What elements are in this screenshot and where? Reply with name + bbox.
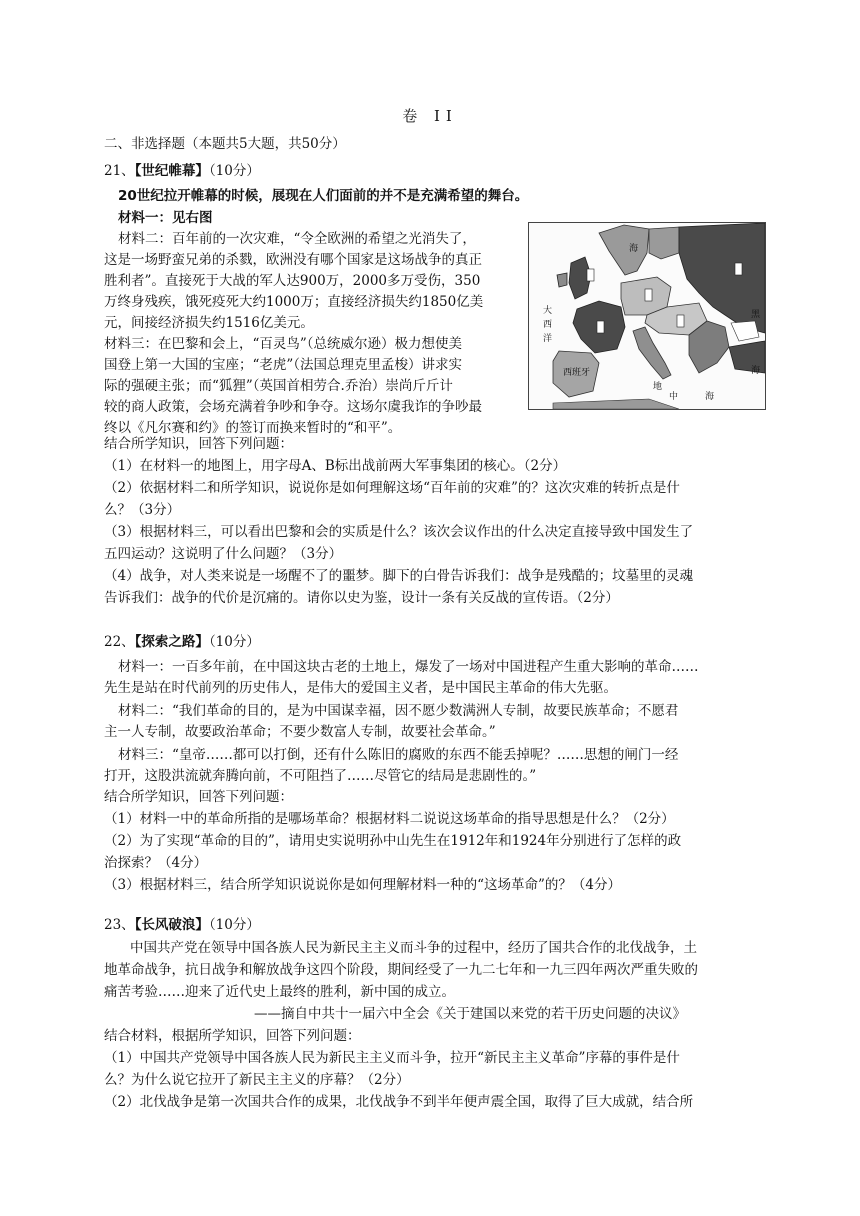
map-label-black: 黑 (751, 310, 761, 320)
q21-question: 么？（3分） (104, 502, 181, 518)
q21-title: 【世纪帷幕】 (134, 163, 209, 179)
q23-question: （2）北伐战争是第一次国共合作的成果，北伐战争不到半年便声震全国，取得了巨大成就，结合所 (104, 1094, 694, 1110)
q21-number: 21、 (104, 163, 135, 179)
q21-question: 五四运动？这说明了什么问题？（3分） (104, 546, 343, 562)
q23-number: 23、 (104, 917, 135, 933)
map-label-atlantic-1: 大 (543, 306, 553, 316)
q21-material-2-line: 材料二：百年前的一次灾难，“令全欧洲的希望之光消失了， (118, 231, 476, 247)
map-label-med-3: 海 (705, 392, 715, 402)
map-label-atlantic-2: 西 (543, 320, 553, 330)
europe-map-graphic (529, 223, 765, 409)
q22-material-1-line: 材料一：一百多年前，在中国这块古老的土地上，爆发了一场对中国进程产生重大影响的革命…… (118, 659, 699, 675)
q21-question: （3）根据材料三，可以看出巴黎和会的实质是什么？该次会议作出的什么决定直接导致中国发生了 (104, 524, 694, 540)
q22-material-2-line: 主一人专制，故要政治革命；不要少数富人专制，故要社会革命。” (104, 724, 496, 740)
q22-question: （1）材料一中的革命所指的是哪场革命？根据材料二说说这场革命的指导思想是什么？（2分） (104, 811, 675, 827)
map-label-black-sea: 海 (751, 366, 761, 376)
q23-body-line: 地革命战争，抗日战争和解放战争这四个阶段，期间经受了一九二七年和一九三四年两次严重失败的 (104, 962, 698, 978)
q23-heading (104, 915, 260, 935)
map-label-spain: 西班牙 (563, 368, 591, 378)
q22-question: （2）为了实现“革命的目的”，请用史实说明孙中山先生在1912年和1924年分别进行了怎样的政 (104, 833, 682, 849)
q22-material-3-line: 材料三：“皇帝……都可以打倒，还有什么陈旧的腐败的东西不能丢掉呢？……思想的闸门一经 (118, 747, 679, 763)
europe-map (528, 222, 766, 410)
q21-material-2-line: 胜利者”。直接死于大战的军人达900万，2000多万受伤，350 (104, 273, 481, 289)
q21-material-1: 材料一：见右图 (118, 210, 213, 226)
q21-question: （2）依据材料二和所学知识，说说你是如何理解这场“百年前的灾难”的？这次灾难的转折点是什 (104, 480, 680, 496)
q22-material-2-line: 材料二：“我们革命的目的，是为中国谋幸福，因不愿少数满洲人专制，故要民族革命；不愿君 (118, 703, 679, 719)
q21-question: （1）在材料一的地图上，用字母A、B标出战前两大军事集团的核心。（2分） (104, 458, 567, 474)
q22-number: 22、 (104, 634, 135, 650)
q23-title: 【长风破浪】 (134, 917, 209, 933)
q21-question: 告诉我们：战争的代价是沉痛的。请你以史为鉴，设计一条有关反战的宣传语。（2分） (104, 590, 619, 606)
map-label-med-2: 中 (669, 392, 679, 402)
q22-prompt: 结合所学知识，回答下列问题： (104, 789, 293, 805)
q23-body-line: 痛苦考验……迎来了近代史上最终的胜利，新中国的成立。 (104, 984, 455, 1000)
q23-score: （10分） (208, 917, 260, 933)
q22-title: 【探索之路】 (134, 634, 209, 650)
q22-material-1-line: 先生是站在时代前列的历史伟人，是伟大的爱国主义者，是中国民主革命的伟大先驱。 (104, 680, 617, 696)
q21-question: （4）战争，对人类来说是一场醒不了的噩梦。脚下的白骨告诉我们：战争是残酷的；坟墓里的灵魂 (104, 568, 694, 584)
q22-heading (104, 632, 260, 652)
q23-body-line: 中国共产党在领导中国各族人民为新民主主义而斗争的过程中，经历了国共合作的北伐战争，土 (130, 940, 697, 956)
q22-question: （3）根据材料三，结合所学知识说说你是如何理解材料一种的“这场革命”的？（4分） (104, 877, 621, 893)
q22-score: （10分） (208, 634, 260, 650)
q23-question: （1）中国共产党领导中国各族人民为新民主主义而斗争，拉开“新民主主义革命”序幕的事件是什 (104, 1050, 680, 1066)
q23-source: ——摘自中共十一届六中全会《关于建国以来党的若干历史问题的决议》 (254, 1006, 686, 1022)
q21-prompt: 结合所学知识，回答下列问题： (104, 436, 293, 452)
section-heading: 二、非选择题（本题共5大题，共50分） (104, 136, 346, 152)
q21-intro: 20世纪拉开帷幕的时候，展现在人们面前的并不是充满希望的舞台。 (118, 188, 529, 204)
q23-question: 么？为什么说它拉开了新民主主义的序幕？（2分） (104, 1072, 410, 1088)
q21-material-2-line: 这是一场野蛮兄弟的杀戮，欧洲没有哪个国家是这场战争的真正 (104, 252, 482, 268)
q21-material-3-line: 际的强硬主张；而“狐狸”（英国首相劳合.乔治）崇尚斤斤计 (104, 378, 453, 394)
q21-score: （10分） (208, 163, 260, 179)
q23-prompt: 结合材料，根据所学知识，回答下列问题： (104, 1028, 361, 1044)
q21-material-3-line: 较的商人政策，会场充满着争吵和争夺。这场尔虞我诈的争吵最 (104, 399, 482, 415)
q21-material-2-line: 万终身残疾，饿死疫死大约1000万；直接经济损失约1850亿美 (104, 294, 484, 310)
q21-material-2-line: 元，间接经济损失约1516亿美元。 (104, 315, 314, 331)
map-label-sea: 海 (629, 244, 639, 254)
paper-title: 卷 II (402, 107, 458, 125)
q21-material-3-line: 终以《凡尔赛和约》的签订而换来暂时的“和平”。 (104, 420, 402, 436)
q21-heading (104, 161, 260, 181)
q21-material-3-line: 材料三：在巴黎和会上，“百灵鸟”（总统威尔逊）极力想使美 (104, 336, 463, 352)
q22-question: 治探索？（4分） (104, 855, 208, 871)
q22-material-3-line: 打开，这股洪流就奔腾向前，不可阻挡了……尽管它的结局是悲剧性的。” (104, 768, 537, 784)
map-label-atlantic-3: 洋 (543, 334, 553, 344)
map-label-med-1: 地 (653, 382, 663, 392)
q21-material-3-line: 国登上第一大国的宝座；“老虎”（法国总理克里孟梭）讲求实 (104, 357, 463, 373)
